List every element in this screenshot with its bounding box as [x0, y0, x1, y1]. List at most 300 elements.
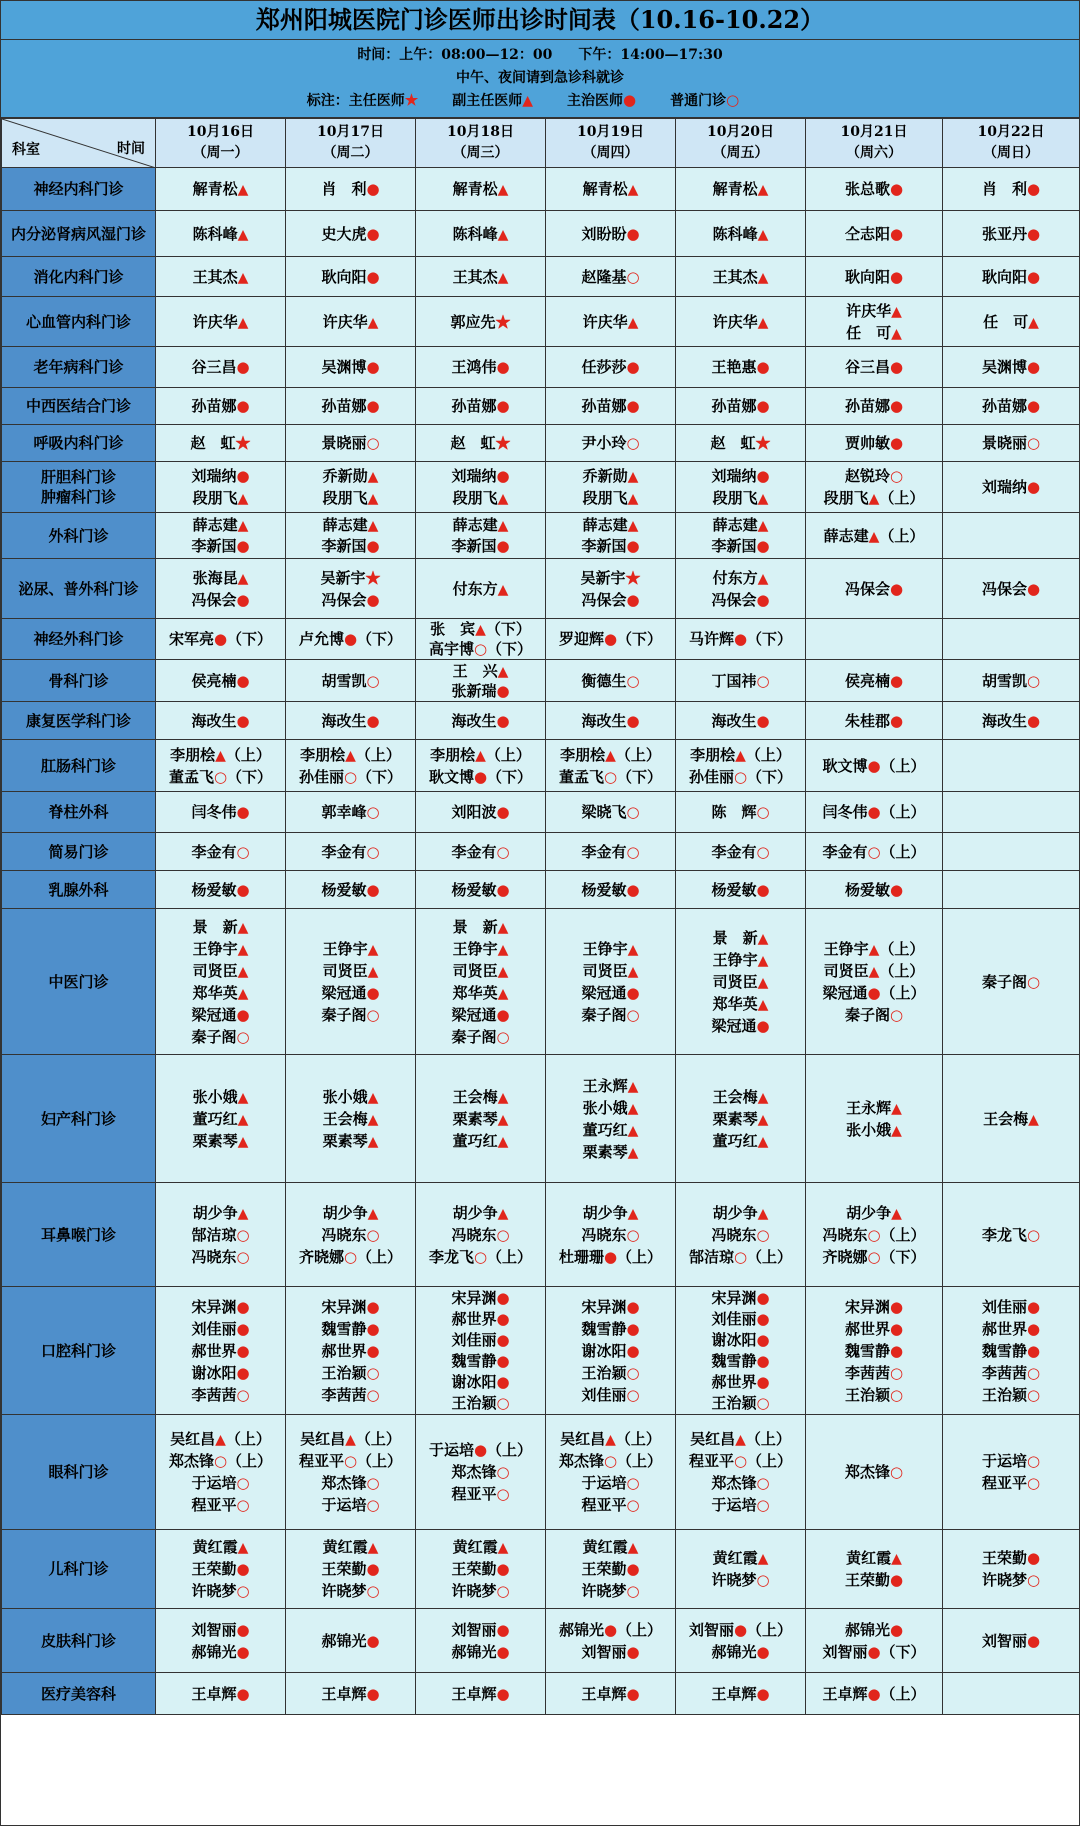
doctor-entry	[156, 178, 285, 200]
table-row	[2, 1530, 1080, 1609]
doctor-name: 吴红昌	[170, 1430, 216, 1448]
dot-mark-icon: ●	[236, 1363, 250, 1382]
doctor-name: 许晓梦	[981, 1571, 1027, 1589]
day-header	[806, 119, 943, 168]
tri-mark-icon: ▲	[237, 941, 249, 958]
dot-mark-icon: ●	[496, 536, 510, 555]
doctor-entry	[416, 1558, 545, 1580]
doctor-entry	[676, 1330, 805, 1351]
doctor-entry	[416, 223, 545, 245]
doctor-name: 黄红霞	[452, 1538, 498, 1556]
doctor-name: 刘瑞纳	[711, 467, 757, 485]
table-row	[2, 347, 1080, 388]
shift-note: （下）	[617, 630, 663, 648]
schedule-cell	[943, 211, 1080, 257]
doctor-entry	[806, 356, 942, 378]
doctor-name: 张总歌	[844, 180, 890, 198]
shift-note: （上）	[745, 745, 791, 764]
doctor-name: 秦子阁	[191, 1027, 237, 1046]
dot-mark-icon: ●	[626, 590, 640, 609]
doctor-entry	[546, 1296, 675, 1318]
doctor-name: 冯保会	[711, 590, 757, 609]
schedule-cell	[286, 792, 416, 833]
doctor-name: 王卓辉	[711, 1684, 757, 1703]
dot-mark-icon: ●	[867, 803, 881, 821]
ring-mark-icon: ○	[756, 1496, 770, 1514]
doctor-entry	[943, 356, 1079, 378]
schedule-cell	[416, 871, 546, 909]
tri-mark-icon: ▲	[497, 985, 509, 1002]
doctor-name: 秦子阁	[321, 1005, 367, 1024]
ring-mark-icon: ○	[366, 1225, 380, 1244]
doctor-entry	[546, 465, 675, 487]
doctor-entry	[156, 1246, 285, 1268]
doctor-name: 于运培	[191, 1474, 237, 1492]
schedule-cell	[943, 619, 1080, 660]
doctor-name: 李新国	[321, 536, 367, 555]
dot-mark-icon: ●	[236, 711, 250, 730]
day-date: 10月20日	[707, 124, 774, 140]
doctor-name: 张小娥	[322, 1087, 368, 1106]
doctor-name: 孙苗娜	[581, 397, 627, 415]
doctor-name: 刘智丽	[581, 1642, 627, 1661]
doctor-name: 于运培	[321, 1496, 367, 1514]
doctor-name: 董孟飞	[168, 767, 214, 786]
doctor-name: 李朋桧	[430, 745, 476, 764]
ring-mark-icon: ○	[603, 1452, 618, 1470]
dot-mark-icon: ●	[889, 180, 904, 198]
tri-mark-icon: ▲	[345, 1432, 356, 1448]
doctor-entry	[943, 1362, 1079, 1384]
doctor-entry	[676, 841, 805, 863]
dot-mark-icon: ●	[626, 1319, 640, 1338]
doctor-name: 朱桂郡	[844, 711, 890, 730]
tri-mark-icon: ▲	[757, 1205, 769, 1222]
doctor-name: 卢允博	[298, 630, 344, 648]
tri-mark-icon: ▲	[757, 1133, 769, 1150]
doctor-entry	[676, 1683, 805, 1705]
tri-mark-icon: ▲	[215, 1432, 226, 1448]
doctor-entry	[676, 670, 805, 692]
doctor-name: 许晓梦	[191, 1582, 237, 1600]
doctor-name: 李金有	[191, 842, 237, 861]
doctor-name: 郝锦光	[321, 1631, 367, 1650]
doctor-entry	[286, 628, 415, 650]
tri-mark-icon: ▲	[1028, 1111, 1039, 1128]
corner-dept-label: 科室	[12, 142, 40, 158]
dot-mark-icon: ●	[1026, 1549, 1041, 1567]
ring-mark-icon: ○	[733, 1247, 748, 1266]
schedule-cell	[806, 660, 943, 702]
doctor-entry	[156, 744, 285, 766]
doctor-name: 宋异渊	[451, 1288, 497, 1307]
ring-mark-icon: ○	[236, 1385, 250, 1404]
doctor-entry	[286, 841, 415, 863]
tri-mark-icon: ▲	[757, 226, 769, 243]
doctor-name: 陈科峰	[712, 224, 758, 243]
doctor-name: 王荣勤	[981, 1549, 1027, 1567]
shift-note: （下）	[487, 767, 533, 786]
dot-mark-icon: ●	[236, 536, 250, 555]
ring-mark-icon: ○	[236, 1027, 250, 1046]
schedule-cell	[156, 559, 286, 619]
dot-mark-icon: ●	[626, 711, 640, 730]
schedule-cell	[156, 1055, 286, 1183]
schedule-cell	[806, 211, 943, 257]
doctor-name: 许庆华	[846, 301, 892, 320]
doctor-entry	[416, 960, 545, 982]
doctor-name: 赵 虹	[190, 434, 236, 452]
doctor-entry	[286, 487, 415, 509]
doctor-name: 王荣勤	[191, 1560, 237, 1578]
doctor-name: 胡雪凯	[321, 671, 367, 690]
ring-mark-icon: ○	[496, 842, 510, 861]
doctor-name: 王荣勤	[451, 1560, 497, 1578]
doctor-name: 魏雪静	[844, 1341, 890, 1360]
tri-mark-icon: ▲	[475, 747, 486, 764]
doctor-name: 李茜茜	[981, 1363, 1027, 1382]
tri-mark-icon: ▲	[757, 974, 769, 991]
ring-mark-icon: ○	[1026, 1363, 1041, 1382]
schedule-cell	[676, 1609, 806, 1673]
schedule-cell	[286, 257, 416, 297]
doctor-entry	[416, 766, 545, 788]
doctor-entry	[943, 710, 1079, 732]
dot-mark-icon: ●	[496, 681, 510, 700]
tri-mark-icon: ▲	[627, 1540, 639, 1556]
header-corner	[2, 119, 156, 168]
ring-mark-icon: ○	[626, 1005, 640, 1024]
tri-mark-icon: ▲	[367, 469, 379, 485]
doctor-name: 李金有	[822, 842, 868, 861]
schedule-cell	[943, 168, 1080, 211]
schedule-cell	[943, 792, 1080, 833]
schedule-cell	[156, 513, 286, 559]
doctor-entry	[416, 465, 545, 487]
doctor-entry	[156, 1026, 285, 1048]
ring-mark-icon: ○	[626, 1225, 640, 1244]
schedule-cell	[806, 1055, 943, 1183]
dot-mark-icon: ●	[1026, 267, 1041, 286]
doctor-name: 刘智丽	[981, 1631, 1027, 1650]
doctor-entry	[546, 536, 675, 557]
day-weekday: （周三）	[452, 145, 509, 161]
doctor-entry	[416, 661, 545, 681]
schedule-cell	[156, 702, 286, 740]
doctor-entry	[806, 710, 942, 732]
ring-mark-icon: ○	[1026, 972, 1041, 991]
doctor-name: 肖 利	[321, 180, 367, 198]
schedule-cell	[676, 1287, 806, 1415]
doctor-name: 薛志建	[582, 515, 628, 534]
doctor-name: 郝世界	[321, 1341, 367, 1360]
doctor-entry	[676, 395, 805, 417]
doctor-entry	[286, 1246, 415, 1268]
dot-mark-icon: ●	[889, 579, 904, 598]
shift-note: （上）	[355, 1430, 401, 1448]
day-header	[286, 119, 416, 168]
tri-mark-icon: ▲	[757, 517, 769, 534]
schedule-cell	[943, 833, 1080, 871]
doctor-entry	[546, 1141, 675, 1163]
schedule-cell	[943, 1530, 1080, 1609]
shift-note: （下）	[487, 640, 533, 658]
doctor-name: 吴渊博	[981, 358, 1027, 376]
doctor-name: 付东方	[452, 579, 498, 598]
schedule-cell	[676, 347, 806, 388]
dot-mark-icon: ●	[496, 1005, 510, 1024]
doctor-name: 王治颖	[711, 1393, 757, 1412]
ring-mark-icon: ○	[626, 267, 640, 286]
schedule-cell	[943, 425, 1080, 462]
doctor-entry	[416, 1393, 545, 1414]
schedule-cell	[546, 1287, 676, 1415]
doctor-name: 郑杰锋	[558, 1452, 604, 1470]
doctor-name: 王会梅	[712, 1087, 758, 1106]
day-date: 10月17日	[317, 124, 384, 140]
doctor-entry	[806, 1097, 942, 1119]
doctor-entry	[156, 515, 285, 536]
dot-mark-icon: ●	[756, 397, 770, 415]
doctor-entry	[416, 1004, 545, 1026]
page-title: 郑州阳城医院门诊医师出诊时间表（10.16-10.22）	[1, 1, 1079, 40]
legend-label: 副主任医师	[452, 93, 523, 109]
doctor-name: 胡雪凯	[981, 671, 1027, 690]
doctor-name: 宋军亮	[168, 630, 214, 648]
doctor-entry	[546, 766, 675, 788]
doctor-entry	[546, 1246, 675, 1268]
doctor-name: 侯亮楠	[191, 671, 237, 690]
schedule-cell	[676, 297, 806, 347]
doctor-name: 司贤臣	[452, 961, 498, 980]
tri-mark-icon: ▲	[627, 182, 639, 198]
doctor-name: 解青松	[582, 180, 628, 198]
doctor-entry	[156, 487, 285, 509]
dot-mark-icon: ●	[366, 880, 380, 899]
tri-mark-icon: ▲	[497, 226, 509, 243]
legend-item	[670, 93, 739, 109]
doctor-entry	[546, 670, 675, 692]
schedule-cell	[416, 257, 546, 297]
doctor-name: 王永辉	[582, 1076, 628, 1095]
table-row	[2, 388, 1080, 425]
doctor-entry	[156, 266, 285, 288]
table-row	[2, 619, 1080, 660]
doctor-name: 郝世界	[981, 1319, 1027, 1338]
doctor-entry	[806, 223, 942, 245]
doctor-entry	[546, 744, 675, 766]
doctor-name: 宋异渊	[191, 1297, 237, 1316]
ring-mark-icon: ○	[756, 842, 770, 861]
tri-mark-icon: ▲	[757, 1089, 769, 1106]
schedule-cell	[156, 792, 286, 833]
department-name: 耳鼻喉门诊	[2, 1183, 156, 1287]
dot-mark-icon: ●	[473, 767, 488, 786]
dot-mark-icon: ●	[889, 1571, 904, 1589]
doctor-name: 王治颖	[844, 1385, 890, 1404]
schedule-cell	[286, 1055, 416, 1183]
department-name: 乳腺外科	[2, 871, 156, 909]
ring-mark-icon: ○	[236, 1582, 250, 1600]
doctor-name: 张小娥	[582, 1098, 628, 1117]
doctor-entry	[546, 1450, 675, 1472]
doctor-entry	[546, 1619, 675, 1641]
doctor-entry	[156, 1224, 285, 1246]
doctor-name: 黄红霞	[582, 1538, 628, 1556]
legend-label: 主治医师	[567, 93, 624, 109]
table-row	[2, 833, 1080, 871]
doctor-name: 王铮宇	[192, 939, 238, 958]
doctor-name: 闫冬伟	[822, 803, 868, 821]
doctor-entry	[286, 1340, 415, 1362]
doctor-name: 齐晓娜	[822, 1247, 868, 1266]
ring-mark-icon: ○	[473, 640, 488, 658]
ring-mark-icon: ○	[726, 91, 740, 109]
dot-mark-icon: ●	[626, 224, 640, 243]
ring-mark-icon: ○	[756, 1225, 770, 1244]
ring-mark-icon: ○	[733, 767, 748, 786]
ring-mark-icon: ○	[236, 1496, 250, 1514]
star-mark-icon: ★	[404, 91, 419, 109]
doctor-entry	[546, 1224, 675, 1246]
doctor-entry	[286, 982, 415, 1004]
doctor-entry	[416, 1619, 545, 1641]
tri-mark-icon: ▲	[367, 1133, 379, 1150]
doctor-name: 王铮宇	[582, 939, 628, 958]
doctor-name: 张 宾	[430, 620, 476, 638]
schedule-cell	[676, 871, 806, 909]
shift-note: （上）	[355, 745, 401, 764]
tri-mark-icon: ▲	[627, 1078, 639, 1095]
dot-mark-icon: ●	[603, 1620, 618, 1639]
star-mark-icon: ★	[365, 568, 381, 587]
doctor-entry	[286, 432, 415, 454]
dot-mark-icon: ●	[626, 880, 640, 899]
schedule-cell	[546, 1530, 676, 1609]
doctor-entry	[676, 1224, 805, 1246]
tri-mark-icon: ▲	[868, 528, 880, 545]
doctor-entry	[546, 841, 675, 863]
doctor-entry	[286, 766, 415, 788]
doctor-entry	[676, 766, 805, 788]
schedule-cell	[943, 257, 1080, 297]
tri-mark-icon: ▲	[757, 1111, 769, 1128]
doctor-name: 郑杰锋	[844, 1463, 890, 1481]
schedule-cell	[806, 297, 943, 347]
doctor-entry	[416, 432, 545, 454]
table-row	[2, 462, 1080, 513]
doctor-name: 刘智丽	[822, 1642, 868, 1661]
department-name: 口腔科门诊	[2, 1287, 156, 1415]
schedule-cell	[546, 740, 676, 792]
schedule-cell	[156, 660, 286, 702]
doctor-entry	[546, 1428, 675, 1450]
doctor-name: 陈科峰	[452, 224, 498, 243]
star-mark-icon: ★	[625, 568, 641, 587]
doctor-entry	[156, 628, 285, 650]
doctor-entry	[806, 1004, 942, 1026]
legend-item	[567, 93, 636, 109]
dot-mark-icon: ●	[889, 1319, 904, 1338]
doctor-entry	[156, 1340, 285, 1362]
doctor-entry	[806, 578, 942, 600]
doctor-entry	[156, 801, 285, 823]
dot-mark-icon: ●	[366, 983, 380, 1002]
doctor-name: 冯晓东	[581, 1225, 627, 1244]
doctor-entry	[416, 356, 545, 378]
doctor-entry	[286, 356, 415, 378]
ring-mark-icon: ○	[733, 1452, 748, 1470]
doctor-name: 张新瑞	[451, 681, 497, 700]
dot-mark-icon: ●	[889, 671, 904, 690]
doctor-entry	[676, 567, 805, 589]
dot-mark-icon: ●	[733, 1620, 748, 1639]
doctor-entry	[416, 1086, 545, 1108]
doctor-name: 段朋飞	[823, 489, 869, 507]
day-weekday: （周二）	[322, 145, 379, 161]
doctor-entry	[546, 515, 675, 536]
doctor-name: 孙苗娜	[321, 397, 367, 415]
doctor-entry	[416, 487, 545, 509]
doctor-entry	[943, 1318, 1079, 1340]
doctor-name: 许晓梦	[711, 1571, 757, 1589]
table-row	[2, 211, 1080, 257]
ring-mark-icon: ○	[366, 434, 380, 452]
doctor-entry	[286, 567, 415, 589]
department-name: 神经内科门诊	[2, 168, 156, 211]
dot-mark-icon: ●	[756, 1330, 770, 1349]
doctor-entry	[676, 949, 805, 971]
doctor-entry	[943, 311, 1079, 333]
doctor-entry	[676, 744, 805, 766]
doctor-name: 宋异渊	[581, 1297, 627, 1316]
ring-mark-icon: ○	[626, 803, 640, 821]
doctor-entry	[676, 971, 805, 993]
doctor-entry	[286, 1558, 415, 1580]
ring-mark-icon: ○	[867, 1225, 881, 1244]
doctor-entry	[156, 1580, 285, 1602]
schedule-cell	[286, 1609, 416, 1673]
doctor-name: 郑杰锋	[321, 1474, 367, 1492]
doctor-name: 郝世界	[451, 1309, 497, 1328]
doctor-name: 刘瑞纳	[191, 467, 237, 485]
doctor-entry	[416, 536, 545, 557]
doctor-entry	[943, 1547, 1079, 1569]
tri-mark-icon: ▲	[627, 1144, 639, 1161]
doctor-entry	[676, 1619, 805, 1641]
doctor-entry	[676, 515, 805, 536]
schedule-cell	[676, 388, 806, 425]
star-mark-icon: ★	[235, 434, 251, 452]
doctor-entry	[156, 1296, 285, 1318]
schedule-cell	[546, 388, 676, 425]
schedule-cell	[286, 1673, 416, 1715]
ring-mark-icon: ○	[1026, 1474, 1041, 1492]
shift-note: （上）	[615, 745, 661, 764]
doctor-entry	[416, 1372, 545, 1393]
doctor-entry	[286, 178, 415, 200]
schedule-cell	[546, 833, 676, 871]
doctor-entry	[676, 589, 805, 611]
day-date: 10月16日	[187, 124, 254, 140]
schedule-cell	[943, 660, 1080, 702]
doctor-name: 郝锦光	[711, 1642, 757, 1661]
doctor-entry	[676, 1086, 805, 1108]
dot-mark-icon: ●	[366, 1341, 380, 1360]
doctor-name: 孙苗娜	[981, 397, 1027, 415]
dot-mark-icon: ●	[867, 756, 881, 775]
doctor-entry	[416, 1683, 545, 1705]
